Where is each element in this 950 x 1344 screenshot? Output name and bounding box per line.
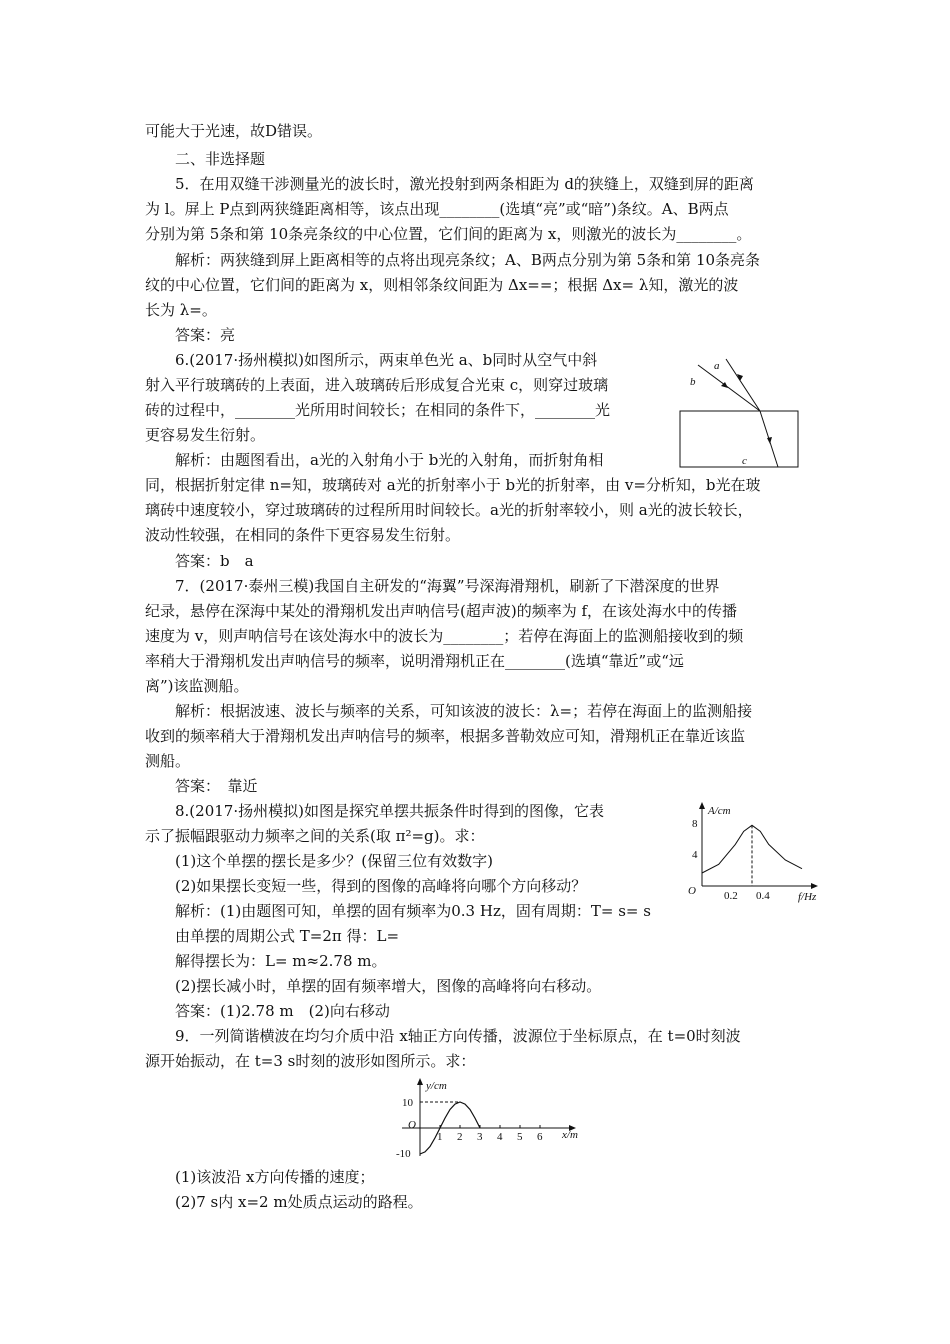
q6-solution-line: 波动性较强，在相同的条件下更容易发生衍射。 xyxy=(145,526,461,544)
x-axis-label: f/Hz xyxy=(798,891,817,903)
q5-solution-line: 纹的中心位置，它们间的距离为 x，则相邻条纹间距为 Δx==；根据 Δx= λ知，激光的波 xyxy=(145,276,739,294)
q7-answer: 答案： 靠近 xyxy=(175,777,258,795)
q7-line: 速度为 v，则声呐信号在该处海水中的波长为________；若停在海面上的监测船接收到的频 xyxy=(145,627,744,645)
arrow-c-icon xyxy=(767,437,772,444)
text-line: 可能大于光速，故D错误。 xyxy=(145,122,323,140)
q6-line: 射入平行玻璃砖的上表面，进入玻璃砖后形成复合光束 c，则穿过玻璃 xyxy=(145,376,609,394)
q5-line: 分别为第 5条和第 10条亮条纹的中心位置，它们间的距离为 x，则激光的波长为________。 xyxy=(145,225,752,243)
x-tick-label: 5 xyxy=(517,1131,523,1143)
section-heading: 二、非选择题 xyxy=(175,150,266,168)
q7-solution-line: 收到的频率稍大于滑翔机发出声呐信号的频率，根据多普勒效应可知，滑翔机正在靠近该监 xyxy=(145,727,746,745)
q8-solution-line: (2)摆长减小时，单摆的固有频率增大，图像的高峰将向右移动。 xyxy=(175,977,602,995)
q9-subquestion: (2)7 s内 x=2 m处质点运动的路程。 xyxy=(175,1193,423,1211)
q8-line: (2)如果摆长变短一些，得到的图像的高峰将向哪个方向移动？ xyxy=(175,877,587,895)
q6-solution-line: 同，根据折射定律 n=知，玻璃砖对 a光的折射率小于 b光的折射率，由 v=分析知，b光在玻 xyxy=(145,476,761,494)
label-b: b xyxy=(690,376,696,388)
x-tick-label: 2 xyxy=(457,1131,463,1143)
q5-line: 5．在用双缝干涉测量光的波长时，激光投射到两条相距为 d的狭缝上，双缝到屏的距离 xyxy=(175,175,754,193)
y-axis-label: A/cm xyxy=(708,805,731,817)
x-tick-label: 0.4 xyxy=(756,890,770,902)
q9-subquestion: (1)该波沿 x方向传播的速度； xyxy=(175,1168,375,1186)
q7-solution-line: 解析：根据波速、波长与频率的关系，可知该波的波长：λ=；若停在海面上的监测船接 xyxy=(175,702,753,720)
y-tick-label: 8 xyxy=(692,818,698,830)
x-tick-label: 3 xyxy=(477,1131,483,1143)
q7-line: 率稍大于滑翔机发出声呐信号的频率，说明滑翔机正在________(选填“靠近”或“远 xyxy=(145,652,684,670)
q8-line: (1)这个单摆的摆长是多少？(保留三位有效数字) xyxy=(175,852,493,870)
q7-line: 7．(2017·泰州三模)我国自主研发的“海翼”号深海滑翔机，刷新了下潜深度的世界 xyxy=(175,577,720,595)
x-axis-label: x/m xyxy=(562,1129,578,1141)
q8-solution-line: 解得摆长为：L= m≈2.78 m。 xyxy=(175,952,387,970)
q5-line: 为 l。屏上 P点到两狭缝距离相等，该点出现________(选填“亮”或“暗”)条纹。A、B两点 xyxy=(145,200,729,218)
ray-b xyxy=(698,365,760,411)
y-axis-arrow-icon xyxy=(417,1078,423,1085)
q7-line: 离”)该监测船。 xyxy=(145,677,249,695)
q6-solution-line: 璃砖中速度较小，穿过玻璃砖的过程所用时间较长。a光的折射率较小，则 a光的波长较长， xyxy=(145,501,753,519)
y-axis-arrow-icon xyxy=(699,802,705,809)
q8-solution-line: 解析：(1)由题图可知，单摆的固有频率为0.3 Hz，固有周期：T= s= s xyxy=(175,902,651,920)
q5-solution-line: 长为 λ=。 xyxy=(145,301,217,319)
q6-solution-line: 解析：由题图看出，a光的入射角小于 b光的入射角，而折射角相 xyxy=(175,451,604,469)
resonance-chart xyxy=(680,800,830,910)
x-tick-label: 6 xyxy=(537,1131,543,1143)
waveform-chart xyxy=(372,1076,592,1164)
origin-label: O xyxy=(408,1119,416,1131)
q7-solution-line: 测船。 xyxy=(145,752,191,770)
y-tick-label: 4 xyxy=(692,849,698,861)
y-tick-label: 10 xyxy=(402,1097,413,1109)
x-tick-label: 4 xyxy=(497,1131,503,1143)
q6-line: 6.(2017·扬州模拟)如图所示，两束单色光 a、b同时从空气中斜 xyxy=(175,351,598,369)
label-c: c xyxy=(742,455,747,467)
glass-block xyxy=(680,411,798,467)
q5-answer: 答案：亮 xyxy=(175,326,236,344)
origin-label: O xyxy=(688,885,696,897)
ray-a xyxy=(726,359,760,411)
refraction-figure xyxy=(676,355,804,473)
y-axis-label: y/cm xyxy=(426,1080,447,1092)
y-tick-label: -10 xyxy=(396,1148,411,1160)
q7-line: 纪录，悬停在深海中某处的滑翔机发出声呐信号(超声波)的频率为 f，在该处海水中的传播 xyxy=(145,602,738,620)
x-tick-label: 0.2 xyxy=(724,890,738,902)
label-a: a xyxy=(714,360,720,372)
q6-line: 更容易发生衍射。 xyxy=(145,426,266,444)
x-tick-label: 1 xyxy=(437,1131,443,1143)
q5-solution-line: 解析：两狭缝到屏上距离相等的点将出现亮条纹；A、B两点分别为第 5条和第 10条亮条 xyxy=(175,251,761,269)
q6-line: 砖的过程中，________光所用时间较长；在相同的条件下，________光 xyxy=(145,401,611,419)
q9-line: 9．一列简谐横波在均匀介质中沿 x轴正方向传播，波源位于坐标原点，在 t=0时刻波 xyxy=(175,1027,741,1045)
q9-line: 源开始振动，在 t=3 s时刻的波形如图所示。求： xyxy=(145,1052,476,1070)
q8-line: 8.(2017·扬州模拟)如图是探究单摆共振条件时得到的图像，它表 xyxy=(175,802,604,820)
x-axis-arrow-icon xyxy=(811,883,818,889)
q8-answer: 答案：(1)2.78 m (2)向右移动 xyxy=(175,1002,390,1020)
q6-answer: 答案：b a xyxy=(175,552,254,570)
q8-line: 示了振幅跟驱动力频率之间的关系(取 π²=g)。求： xyxy=(145,827,485,845)
q8-solution-line: 由单摆的周期公式 T=2π 得：L= xyxy=(175,927,400,945)
